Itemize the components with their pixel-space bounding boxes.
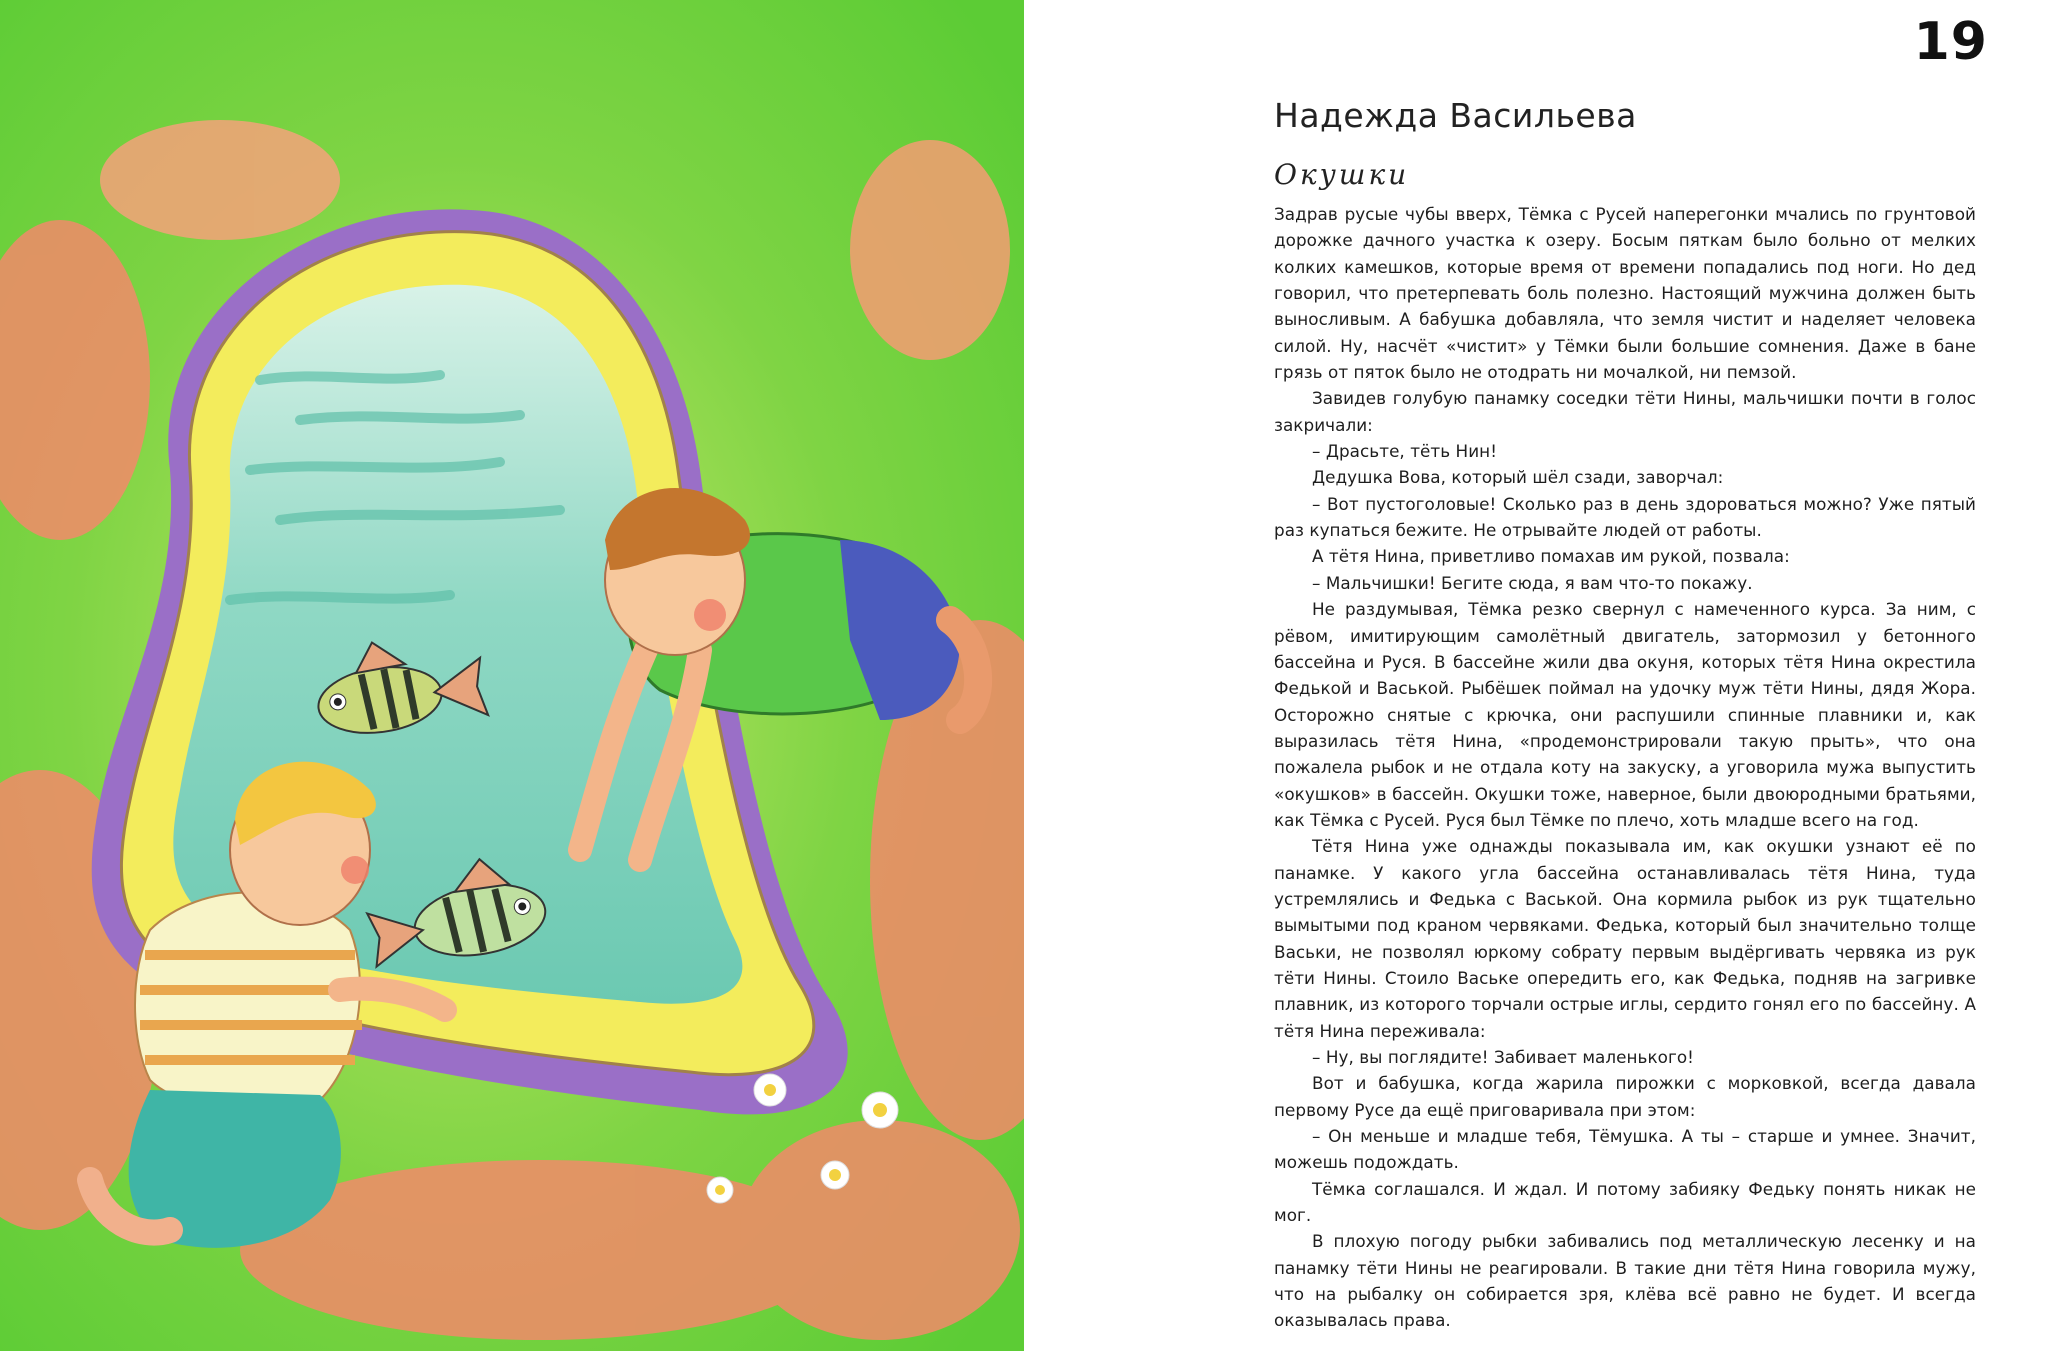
author-name: Надежда Васильева xyxy=(1274,96,1637,135)
paragraph: Задрав русые чубы вверх, Тёмка с Русей наперегонки мчались по грунтовой дорожке дачного участка к озеру. Босым пяткам было больно от мелких колких камешков, которые время от времени попадались под ноги. Но дед говорил, что претерпевать боль полезно. Настоящий мужчина должен быть выносливым. А бабушка добавляла, что земля чистит и наделяет человека силой. Ну, насчёт «чистит» у Тёмки были большие сомнения. Даже в бане грязь от пяток было не отодрать ни мочалкой, ни пемзой. xyxy=(1274,204,1976,383)
paragraph: – Ну, вы поглядите! Забивает маленького! xyxy=(1312,1047,1694,1067)
story-body xyxy=(1274,201,1976,1334)
story-title: Окушки xyxy=(1274,158,1410,191)
page-number: 19 xyxy=(1913,12,1988,72)
paragraph: Тёмка соглашался. И ждал. И потому забияку Федьку понять никак не мог. xyxy=(1274,1178,1976,1226)
paragraph: Тётя Нина уже однажды показывала им, как окушки узнают её по панамке. У какого угла бассейна останавливалась тётя Нина, туда устремлялись и Федька с Васькой. Она кормила рыбок из рук тщательно вымытыми под краном червяками. Федька, который был значительно толще Васьки, не позволял юркому собрату первым выдёргивать червяка из рук тёти Нины. Стоило Ваське опередить его, как Федька, подняв на загривке плавник, из которого торчали острые иглы, сердито гонял его по бассейну. А тётя Нина переживала: xyxy=(1274,836,1976,1041)
paragraph: В плохую погоду рыбки забивались под металлическую лесенку и на панамку тёти Нины не реагировали. В такие дни тётя Нина говорила мужу, что на рыбалку он собирается зря, клёва всё равно не будет. И всегда оказывалась права. xyxy=(1274,1231,1976,1331)
paragraph: Вот и бабушка, когда жарила пирожки с морковкой, всегда давала первому Русе да ещё приговаривала при этом: xyxy=(1274,1073,1976,1120)
paragraph: Дедушка Вова, который шёл сзади, заворчал: xyxy=(1312,467,1724,488)
paragraph: А тётя Нина, приветливо помахав им рукой, позвала: xyxy=(1312,546,1790,567)
paragraph: – Драсьте, тёть Нин! xyxy=(1312,441,1497,462)
text-page xyxy=(1024,0,2048,1351)
paragraph: – Он меньше и младше тебя, Тёмушка. А ты – старше и умнее. Значит, можешь подождать. xyxy=(1274,1126,1976,1173)
paragraph: – Мальчишки! Бегите сюда, я вам что-то покажу. xyxy=(1312,572,1753,593)
paragraph: Не раздумывая, Тёмка резко свернул с намеченного курса. За ним, с рёвом, имитирующим самолётный двигатель, затормозил у бетонного бассейна и Руся. В бассейне жили два окуня, которых тётя Нина окрестила Федькой и Васькой. Рыбёшек поймал на удочку муж тёти Нины, дядя Жора. Осторожно снятые с крючка, они распушили спинные плавники и, как выразилась тётя Нина, «продемонстрировали такую прыть», что она пожалела рыбок и не отдала коту на закуску, а уговорила мужа выпустить «окушков» в бассейн. Окушки тоже, наверное, были двоюродными братьями, как Тёмка с Русей. Руся был Тёмке по плечо, хоть младше всего на год. xyxy=(1274,599,1976,830)
paragraph: Завидев голубую панамку соседки тёти Нины, мальчишки почти в голос закричали: xyxy=(1274,388,1976,435)
paragraph: – Вот пустоголовые! Сколько раз в день здороваться можно? Уже пятый раз купаться бежите. Не отрывайте людей от работы. xyxy=(1274,493,1976,541)
